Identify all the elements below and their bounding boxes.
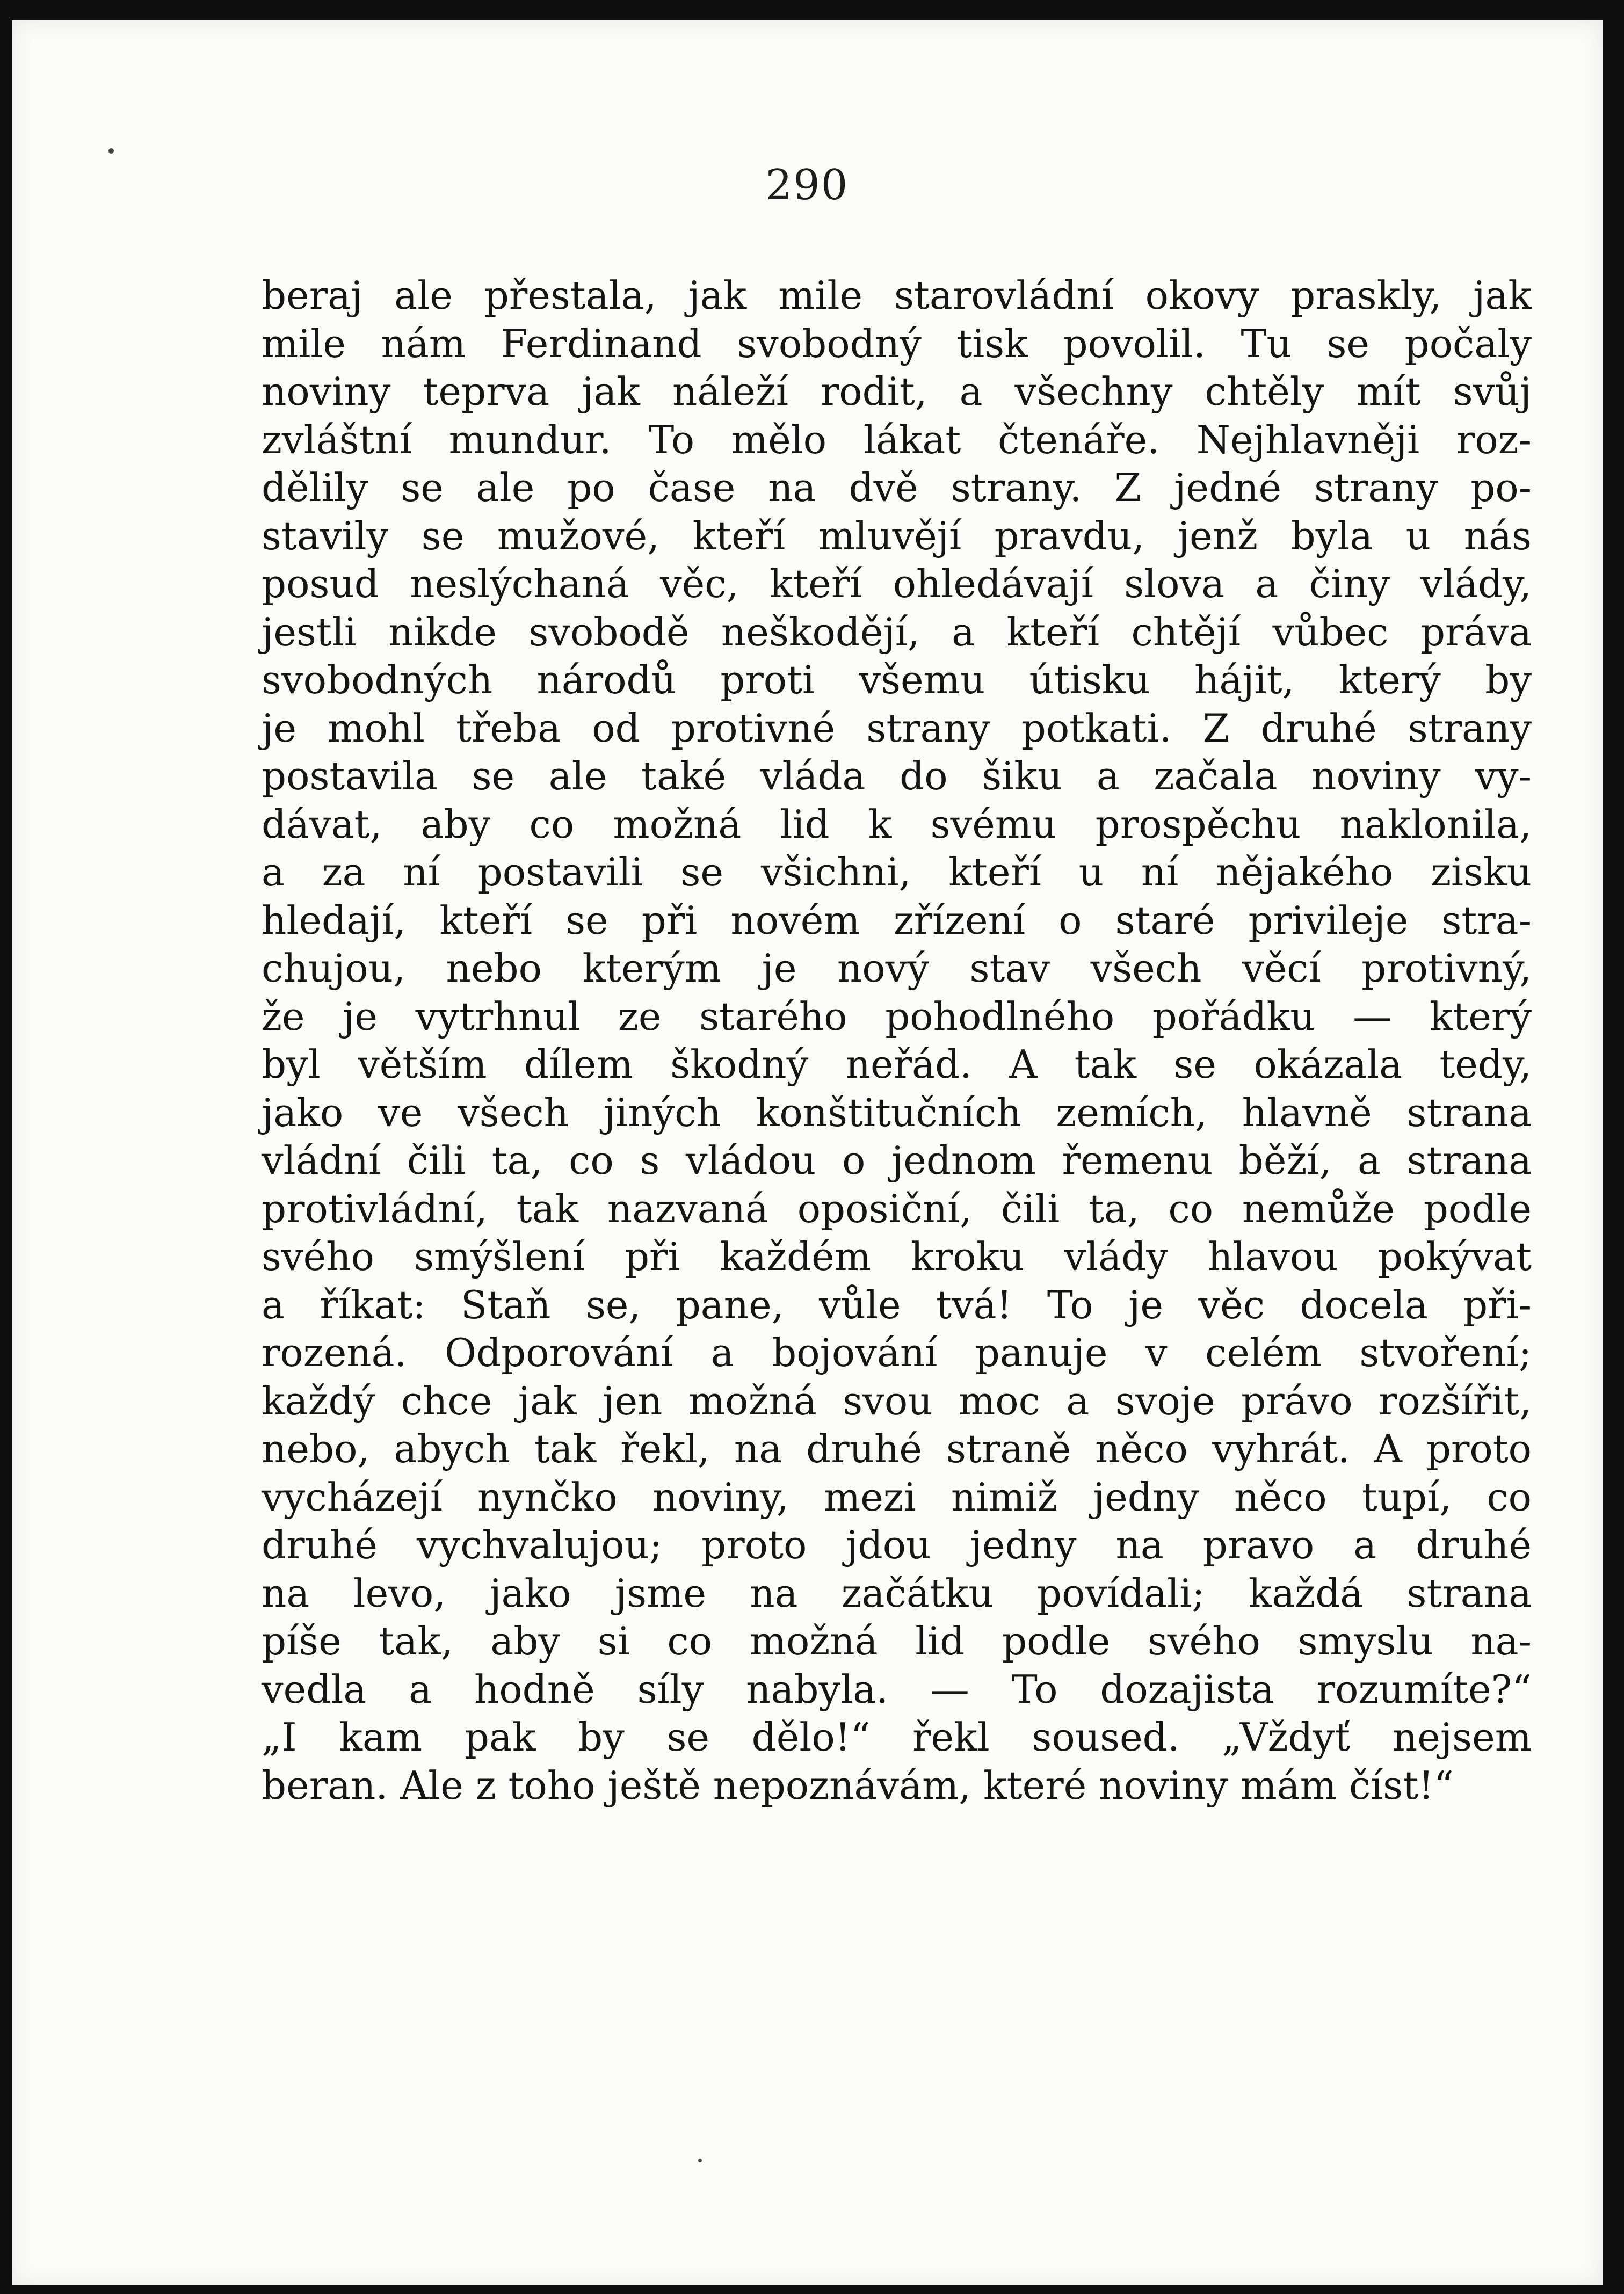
text-line: chujou, nebo kterým je nový stav všech věcí protivný, (262, 946, 1532, 991)
text-line: svého smýšlení při každém kroku vlády hlavou pokývat (262, 1234, 1532, 1279)
text-line: hledají, kteří se při novém zřízení o staré privileje stra- (262, 897, 1532, 943)
text-line: je mohl třeba od protivné strany potkati. Z druhé strany (262, 705, 1532, 751)
text-line: vycházejí nynčko noviny, mezi nimiž jedny něco tupí, co (262, 1474, 1532, 1520)
body-text (262, 272, 1532, 1810)
text-line: píše tak, aby si co možná lid podle svého smyslu na- (262, 1618, 1532, 1664)
text-line: noviny teprva jak náleží rodit, a všechny chtěly mít svůj (262, 369, 1532, 414)
page-number: 290 (765, 161, 849, 209)
text-line: druhé vychvalujou; proto jdou jedny na pravo a druhé (262, 1522, 1532, 1567)
text-line: dávat, aby co možná lid k svému prospěchu naklonila, (262, 801, 1532, 847)
dust-speck (698, 2159, 702, 2162)
text-line: svobodných národů proti všemu útisku hájit, který by (262, 657, 1532, 702)
dust-speck (108, 148, 114, 154)
text-line: byl větším dílem škodný neřád. A tak se okázala tedy, (262, 1042, 1532, 1087)
text-line: „I kam pak by se dělo!“ řekl soused. „Vždyť nejsem (262, 1715, 1532, 1760)
text-line: dělily se ale po čase na dvě strany. Z jedné strany po- (262, 465, 1532, 510)
text-line: každý chce jak jen možná svou moc a svoje právo rozšířit, (262, 1378, 1532, 1424)
text-line: mile nám Ferdinand svobodný tisk povolil. Tu se počaly (262, 321, 1532, 366)
text-line: a za ní postavili se všichni, kteří u ní nějakého zisku (262, 850, 1532, 895)
text-line: beraj ale přestala, jak mile starovládní okovy praskly, jak (262, 273, 1532, 318)
text-line: stavily se mužové, kteří mluvějí pravdu, jenž byla u nás (262, 513, 1532, 558)
text-line: rozená. Odporování a bojování panuje v celém stvoření; (262, 1330, 1532, 1375)
text-line: beran. Ale z toho ještě nepoznávám, které noviny mám číst!“ (262, 1762, 1454, 1808)
text-line: jako ve všech jiných konštitučních zemích, hlavně strana (262, 1090, 1532, 1135)
text-line: postavila se ale také vláda do šiku a začala noviny vy- (262, 753, 1532, 798)
book-page (12, 20, 1603, 2285)
text-line: a říkat: Staň se, pane, vůle tvá! To je věc docela při- (262, 1282, 1532, 1327)
text-line: vedla a hodně síly nabyla. — To dozajista rozumíte?“ (262, 1666, 1532, 1712)
text-line: na levo, jako jsme na začátku povídali; každá strana (262, 1570, 1532, 1616)
text-line: posud neslýchaná věc, kteří ohledávají slova a činy vlády, (262, 561, 1532, 606)
text-line: že je vytrhnul ze starého pohodlného pořádku — který (262, 993, 1532, 1039)
text-line: protivládní, tak nazvaná oposiční, čili ta, co nemůže podle (262, 1186, 1532, 1231)
text-line: zvláštní mundur. To mělo lákat čtenáře. Nejhlavněji roz- (262, 417, 1532, 462)
text-line: vládní čili ta, co s vládou o jednom řemenu běží, a strana (262, 1138, 1532, 1183)
text-line: jestli nikde svobodě neškodějí, a kteří chtějí vůbec práva (262, 609, 1532, 655)
text-line: nebo, abych tak řekl, na druhé straně něco vyhrát. A proto (262, 1426, 1532, 1471)
